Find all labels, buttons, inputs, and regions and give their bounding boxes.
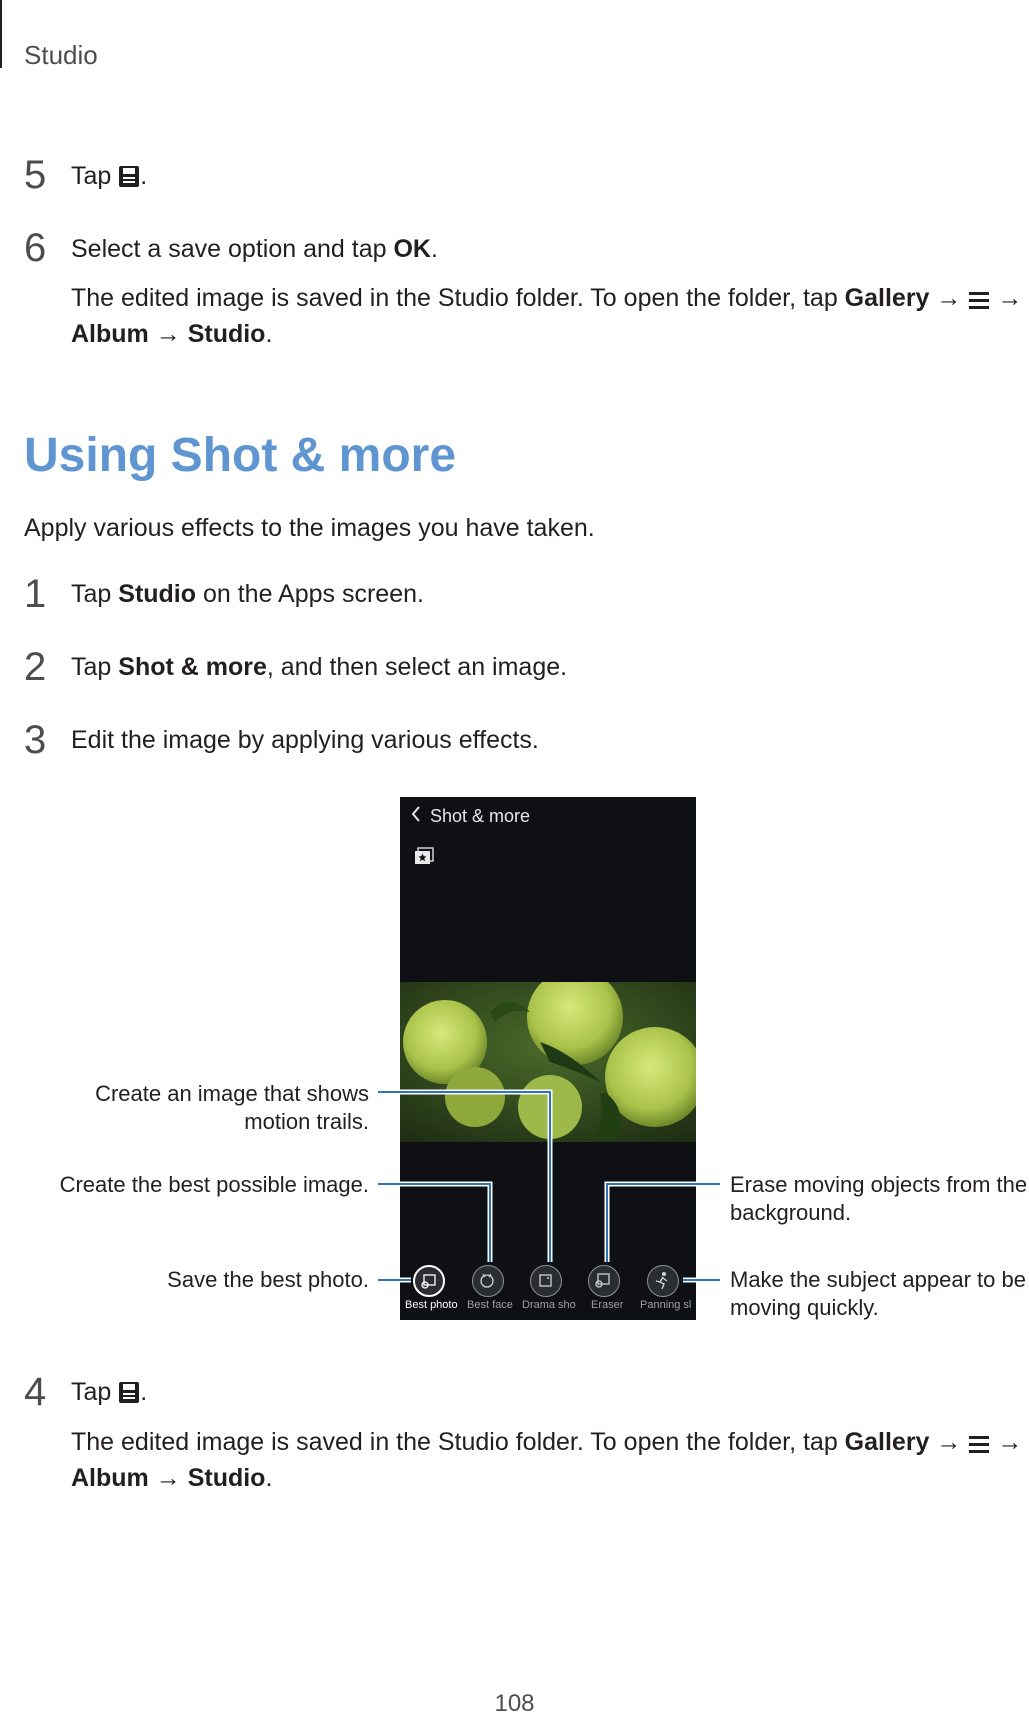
header-title: Studio — [24, 40, 98, 70]
callout-line: motion trails. — [244, 1109, 369, 1134]
callout-line: Make the subject appear to be — [730, 1267, 1026, 1292]
callout-best-photo: Save the best photo. — [167, 1267, 369, 1292]
gallery-label: Gallery — [844, 1428, 930, 1456]
arrow: → — [155, 320, 181, 348]
callout-line: background. — [730, 1200, 852, 1225]
step-number: 4 — [24, 1370, 47, 1414]
menu-icon — [968, 1428, 990, 1464]
step-text-post: , and then select an image. — [266, 653, 568, 681]
arrow: → — [155, 1464, 181, 1492]
step-text-pre: Tap — [71, 1378, 119, 1406]
step-text-post: . — [140, 1378, 148, 1406]
step-text-post: on the Apps screen. — [196, 580, 424, 608]
step-number: 1 — [24, 572, 47, 616]
studio-label: Studio — [187, 1464, 266, 1492]
saved-note-line-2 — [71, 1460, 272, 1496]
page-number: 108 — [494, 1690, 535, 1717]
callout-line: Erase moving objects from the — [730, 1172, 1028, 1197]
saved-note-text: The edited image is saved in the Studio folder. To open the folder, tap — [71, 1428, 845, 1456]
shot-more-label: Shot & more — [118, 653, 267, 681]
tool-label: Best photo — [405, 1299, 458, 1311]
step-text-pre: Tap — [71, 653, 119, 681]
tool-label: Drama sho — [522, 1299, 576, 1311]
step-text-pre: Select a save option and tap — [71, 235, 394, 263]
tool-label: Eraser — [591, 1299, 624, 1311]
callout-best-face: Create the best possible image. — [59, 1172, 369, 1197]
step-text: Edit the image by applying various effects. — [71, 726, 539, 754]
step-number: 5 — [24, 153, 47, 197]
callout-eraser — [730, 1171, 1027, 1227]
period: . — [265, 320, 273, 348]
step-text-post: . — [430, 235, 438, 263]
callout-panning — [730, 1266, 1026, 1322]
studio-label: Studio — [118, 580, 197, 608]
arrow: → — [936, 284, 962, 312]
tool-label: Panning sl — [640, 1299, 692, 1311]
section-title: Using Shot & more — [24, 429, 457, 482]
step-text-pre: Tap — [71, 162, 119, 190]
step-number: 2 — [24, 645, 47, 689]
ok-label: OK — [393, 235, 431, 263]
save-icon — [118, 1378, 140, 1414]
gallery-label: Gallery — [844, 284, 930, 312]
callout-motion-trails — [95, 1080, 369, 1136]
studio-label: Studio — [187, 320, 266, 348]
step-number: 3 — [24, 718, 47, 762]
step-text-pre: Tap — [71, 580, 119, 608]
saved-note-line-1 — [71, 1424, 1022, 1464]
phone-title: Shot & more — [430, 806, 531, 826]
step-number: 6 — [24, 226, 47, 270]
album-label: Album — [71, 1464, 149, 1492]
callout-line: moving quickly. — [730, 1295, 879, 1320]
step-text — [71, 1374, 147, 1414]
step-text-post: . — [140, 162, 148, 190]
arrow: → — [997, 284, 1023, 312]
tool-label: Best face — [467, 1299, 513, 1311]
arrow: → — [997, 1428, 1023, 1456]
section-intro: Apply various effects to the images you have taken. — [24, 514, 595, 542]
saved-note-text: The edited image is saved in the Studio folder. To open the folder, tap — [71, 284, 845, 312]
album-label: Album — [71, 320, 149, 348]
arrow: → — [936, 1428, 962, 1456]
period: . — [265, 1464, 273, 1492]
callout-line: Create an image that shows — [95, 1081, 369, 1106]
